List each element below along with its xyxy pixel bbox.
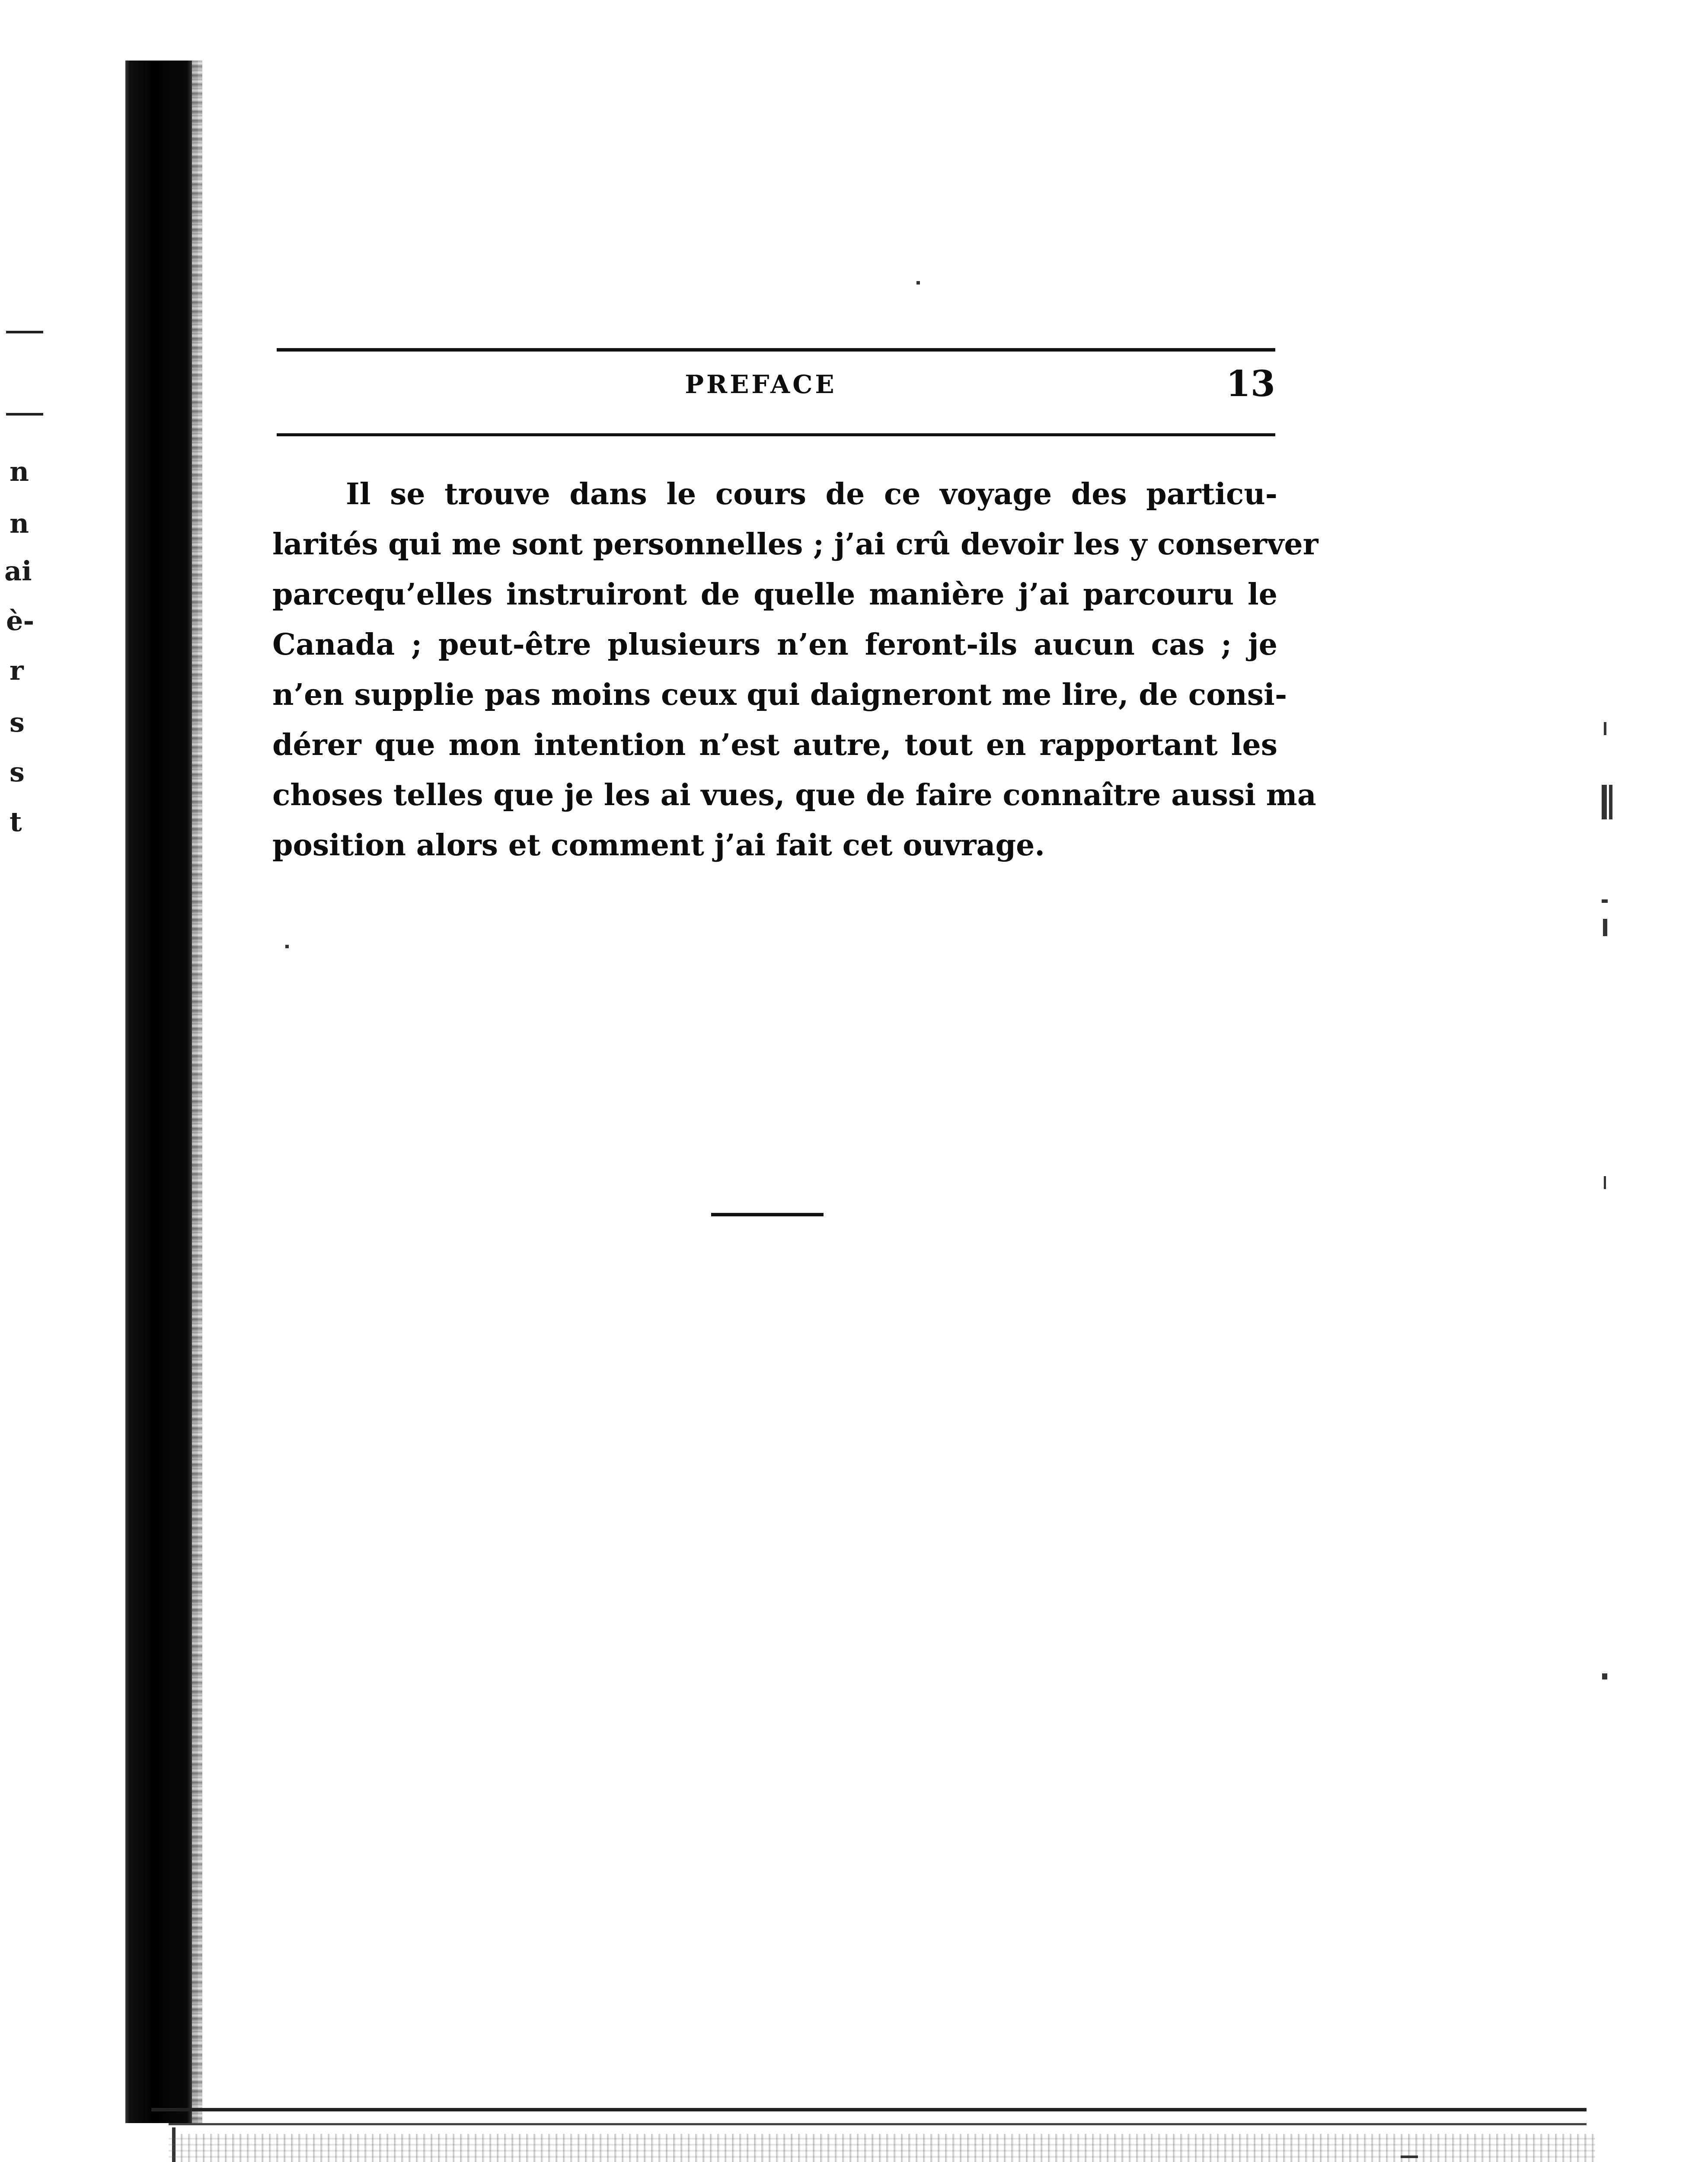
scan-speck <box>1602 785 1607 819</box>
bleed-dash <box>6 413 43 416</box>
text-line: larités qui me sont personnelles ; j’ai crû devoir les y conserver <box>272 527 1319 562</box>
scan-speck <box>1401 2156 1418 2158</box>
text-line: parcequ’elles instruiront de quelle manière j’ai parcouru le <box>272 577 1277 612</box>
bleed-char: s <box>10 707 25 738</box>
text-line: n’en supplie pas moins ceux qui daigneront me lire, de consi- <box>272 678 1287 712</box>
text-line: Canada ; peut-être plusieurs n’en feront-ils aucun cas ; je <box>272 627 1277 662</box>
scan-bottom-edge <box>151 2108 1587 2111</box>
scan-speck <box>1604 1176 1606 1189</box>
body-paragraph <box>272 469 1319 870</box>
bleed-char: n <box>10 508 29 539</box>
bleed-char: r <box>10 655 24 686</box>
scan-speck <box>1603 919 1607 936</box>
bleed-char: s <box>10 756 25 788</box>
binding-shadow <box>125 61 198 2123</box>
facing-page-bleed <box>0 0 48 2162</box>
scan-speck <box>916 281 920 285</box>
bleed-char: n <box>10 456 29 487</box>
page-number: 13 <box>1226 363 1275 405</box>
header-rule-bottom <box>277 433 1275 436</box>
text-line: choses telles que je les ai vues, que de faire connaître aussi ma <box>272 778 1316 812</box>
bleed-char: è- <box>6 605 35 636</box>
binding-edge <box>192 61 202 2123</box>
scan-speck <box>285 945 289 948</box>
scan-speck <box>1602 899 1608 903</box>
scan-noise <box>169 2134 1595 2162</box>
header-rule-top <box>277 348 1275 352</box>
scan-speck <box>1604 722 1606 735</box>
bleed-dash <box>6 331 43 333</box>
scan-bottom-edge-inner <box>169 2123 1587 2125</box>
scan-speck <box>1602 1673 1607 1679</box>
text-line: Il se trouve dans le cours de ce voyage des particu- <box>346 477 1277 512</box>
text-line: position alors et comment j’ai fait cet ouvrage. <box>272 828 1045 863</box>
scan-speck <box>1609 785 1612 819</box>
running-title: PREFACE <box>685 370 837 399</box>
bleed-char: t <box>10 806 22 838</box>
bleed-char: ai <box>4 555 32 587</box>
section-end-rule <box>711 1213 824 1216</box>
text-line: dérer que mon intention n’est autre, tout en rapportant les <box>272 728 1277 762</box>
